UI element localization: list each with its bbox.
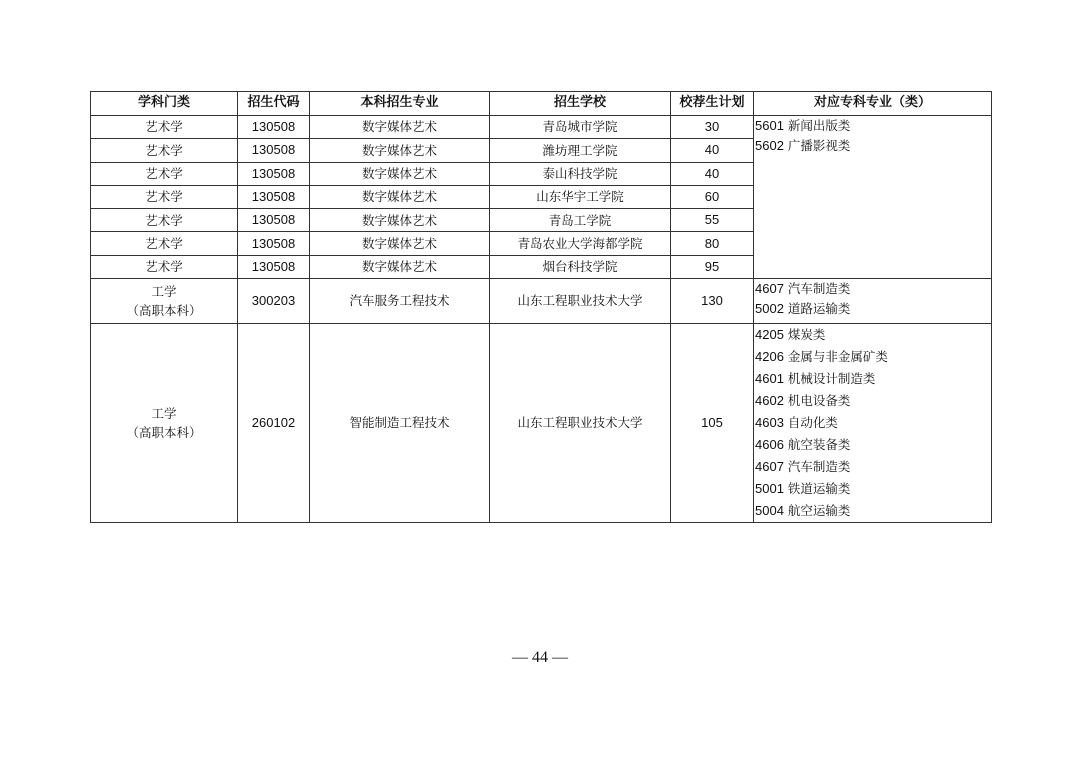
related-major-name: 道路运输类: [787, 301, 851, 317]
cell-major: 数字媒体艺术: [310, 139, 490, 162]
cell-major: 汽车服务工程技术: [310, 279, 490, 324]
cell-related-majors: [754, 116, 992, 279]
cell-quota: 40: [671, 162, 754, 185]
cell-school: 泰山科技学院: [490, 162, 671, 185]
header-quota: 校荐生计划: [671, 92, 754, 116]
related-major-item: [755, 434, 991, 456]
header-row: [91, 92, 992, 116]
table-row: [91, 116, 992, 139]
related-major-name: 煤炭类: [787, 327, 826, 343]
cell-subject: 艺术学: [91, 116, 238, 139]
cell-major: 数字媒体艺术: [310, 255, 490, 278]
cell-school: 山东华宇工学院: [490, 185, 671, 208]
related-major-name: 机械设计制造类: [787, 371, 876, 387]
cell-school: 青岛工学院: [490, 209, 671, 232]
related-major-code: 5002: [755, 301, 784, 317]
related-major-item: [755, 324, 991, 346]
cell-code: 130508: [238, 185, 310, 208]
header-major: 本科招生专业: [310, 92, 490, 116]
cell-major: 数字媒体艺术: [310, 232, 490, 255]
cell-quota: 80: [671, 232, 754, 255]
header-related-majors: 对应专科专业（类）: [754, 92, 992, 116]
cell-code: 130508: [238, 162, 310, 185]
related-major-code: 5001: [755, 481, 784, 497]
related-major-item: [755, 368, 991, 390]
related-major-code: 4601: [755, 371, 784, 387]
cell-subject: 艺术学: [91, 255, 238, 278]
cell-quota: 55: [671, 209, 754, 232]
cell-major: 数字媒体艺术: [310, 116, 490, 139]
related-major-item: [755, 299, 991, 319]
cell-school: 山东工程职业技术大学: [490, 279, 671, 324]
header-school: 招生学校: [490, 92, 671, 116]
cell-quota: 95: [671, 255, 754, 278]
cell-quota: 30: [671, 116, 754, 139]
related-major-name: 铁道运输类: [787, 481, 851, 497]
related-major-item: [755, 116, 991, 136]
cell-code: 260102: [238, 324, 310, 523]
cell-subject: 艺术学: [91, 139, 238, 162]
cell-code: 130508: [238, 139, 310, 162]
page-number: — 44 —: [512, 649, 568, 666]
cell-code: 130508: [238, 232, 310, 255]
table-header: [91, 92, 992, 116]
table-row: [91, 324, 992, 523]
cell-subject: 艺术学: [91, 162, 238, 185]
cell-school: 山东工程职业技术大学: [490, 324, 671, 523]
cell-code: 300203: [238, 279, 310, 324]
cell-major: 智能制造工程技术: [310, 324, 490, 523]
header-subject: 学科门类: [91, 92, 238, 116]
cell-subject: [91, 324, 238, 523]
cell-quota: 40: [671, 139, 754, 162]
cell-school: 烟台科技学院: [490, 255, 671, 278]
related-major-name: 广播影视类: [787, 138, 851, 153]
cell-related-majors: [754, 279, 992, 324]
cell-school: 潍坊理工学院: [490, 139, 671, 162]
subject-name: 工学: [151, 406, 177, 422]
related-major-name: 机电设备类: [787, 393, 851, 409]
subject-note: （高职本科）: [126, 425, 202, 441]
cell-quota: 105: [671, 324, 754, 523]
related-major-code: 4607: [755, 281, 784, 297]
cell-quota: 130: [671, 279, 754, 324]
related-major-item: [755, 390, 991, 412]
cell-related-majors: [754, 324, 992, 523]
cell-school: 青岛农业大学海都学院: [490, 232, 671, 255]
related-major-item: [755, 346, 991, 368]
related-major-code: 4602: [755, 393, 784, 409]
related-major-item: [755, 136, 991, 156]
table-body: [91, 116, 992, 523]
related-major-code: 5601: [755, 118, 784, 133]
related-major-item: [755, 456, 991, 478]
related-major-item: [755, 478, 991, 500]
cell-code: 130508: [238, 116, 310, 139]
cell-subject: 艺术学: [91, 232, 238, 255]
subject-note: （高职本科）: [126, 303, 202, 319]
cell-subject: 艺术学: [91, 185, 238, 208]
cell-code: 130508: [238, 255, 310, 278]
header-code: 招生代码: [238, 92, 310, 116]
related-major-code: 4607: [755, 459, 784, 475]
related-major-name: 航空装备类: [787, 437, 851, 453]
related-major-name: 金属与非金属矿类: [787, 349, 888, 365]
related-major-code: 5602: [755, 138, 784, 153]
related-major-code: 5004: [755, 503, 784, 519]
related-major-name: 汽车制造类: [787, 459, 851, 475]
related-major-name: 新闻出版类: [787, 118, 851, 133]
related-major-item: [755, 279, 991, 299]
cell-subject: 艺术学: [91, 209, 238, 232]
related-major-code: 4606: [755, 437, 784, 453]
subject-name: 工学: [151, 284, 177, 300]
related-major-code: 4205: [755, 327, 784, 343]
related-major-name: 自动化类: [787, 415, 838, 431]
cell-major: 数字媒体艺术: [310, 162, 490, 185]
cell-quota: 60: [671, 185, 754, 208]
enrollment-table: [90, 91, 992, 523]
related-major-name: 航空运输类: [787, 503, 851, 519]
related-major-name: 汽车制造类: [787, 281, 851, 297]
cell-major: 数字媒体艺术: [310, 209, 490, 232]
cell-code: 130508: [238, 209, 310, 232]
cell-major: 数字媒体艺术: [310, 185, 490, 208]
related-major-item: [755, 500, 991, 522]
cell-school: 青岛城市学院: [490, 116, 671, 139]
related-major-item: [755, 412, 991, 434]
table-row: [91, 279, 992, 324]
related-major-code: 4206: [755, 349, 784, 365]
related-major-code: 4603: [755, 415, 784, 431]
cell-subject: [91, 279, 238, 324]
